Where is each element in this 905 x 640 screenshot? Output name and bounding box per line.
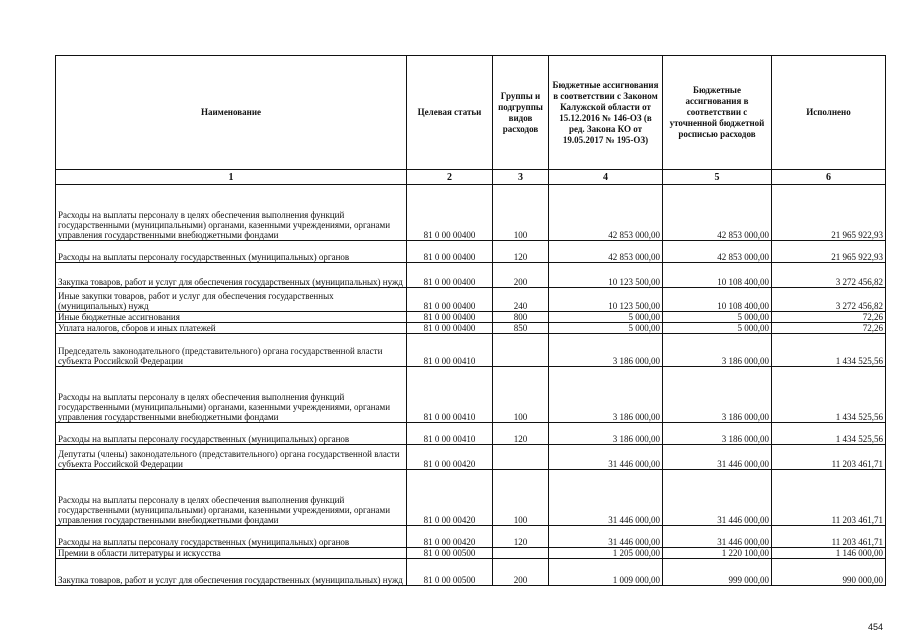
row-name: Уплата налогов, сборов и иных платежей [56,323,407,334]
table-row [56,470,886,526]
row-target: 81 0 00 00410 [407,367,493,423]
row-law: 3 186 000,00 [549,334,663,367]
row-law: 42 853 000,00 [549,241,663,263]
row-revised: 1 220 100,00 [663,548,772,559]
header-target: Целевая статьи [407,56,493,170]
row-group: 800 [493,312,549,323]
row-executed: 11 203 461,71 [772,526,886,548]
row-revised: 3 186 000,00 [663,423,772,445]
row-name: Иные закупки товаров, работ и услуг для обеспечения государственных (муниципальных) нужд [56,288,407,312]
row-name: Расходы на выплаты персоналу государственных (муниципальных) органов [56,241,407,263]
table-row [56,367,886,423]
table-row [56,548,886,559]
table-row [56,559,886,586]
header-revised: Бюджетные ассигнования в соответствии с уточненной бюджетной росписью расходов [663,56,772,170]
row-target: 81 0 00 00400 [407,312,493,323]
row-name: Расходы на выплаты персоналу государственных (муниципальных) органов [56,526,407,548]
row-law: 3 186 000,00 [549,423,663,445]
row-revised: 42 853 000,00 [663,185,772,241]
table-row [56,423,886,445]
column-number-row [56,170,886,185]
row-group: 200 [493,263,549,288]
row-revised: 10 108 400,00 [663,263,772,288]
row-revised: 999 000,00 [663,559,772,586]
row-target: 81 0 00 00420 [407,445,493,470]
row-name: Премии в области литературы и искусства [56,548,407,559]
row-target: 81 0 00 00500 [407,559,493,586]
table-row [56,323,886,334]
table-row [56,445,886,470]
row-target: 81 0 00 00420 [407,470,493,526]
row-target: 81 0 00 00400 [407,263,493,288]
row-law: 31 446 000,00 [549,470,663,526]
row-executed: 1 434 525,56 [772,334,886,367]
row-law: 42 853 000,00 [549,185,663,241]
row-revised: 31 446 000,00 [663,526,772,548]
table-row [56,334,886,367]
row-target: 81 0 00 00400 [407,185,493,241]
row-target: 81 0 00 00410 [407,423,493,445]
row-executed: 21 965 922,93 [772,241,886,263]
row-executed: 1 434 525,56 [772,423,886,445]
row-revised: 31 446 000,00 [663,470,772,526]
row-law: 31 446 000,00 [549,445,663,470]
row-target: 81 0 00 00400 [407,288,493,312]
table-row [56,241,886,263]
row-law: 10 123 500,00 [549,288,663,312]
header-name: Наименование [56,56,407,170]
column-number: 6 [772,170,886,185]
column-number: 4 [549,170,663,185]
row-revised: 5 000,00 [663,312,772,323]
header-executed: Исполнено [772,56,886,170]
row-revised: 5 000,00 [663,323,772,334]
row-law: 31 446 000,00 [549,526,663,548]
row-executed: 72,26 [772,323,886,334]
row-name: Иные бюджетные ассигнования [56,312,407,323]
row-executed: 3 272 456,82 [772,263,886,288]
row-name: Депутаты (члены) законодательного (представительного) органа государственной власти субъекта Российской Федерации [56,445,407,470]
row-name: Закупка товаров, работ и услуг для обеспечения государственных (муниципальных) нужд [56,559,407,586]
row-law: 3 186 000,00 [549,367,663,423]
row-executed: 3 272 456,82 [772,288,886,312]
table-body [56,185,886,586]
row-target: 81 0 00 00410 [407,334,493,367]
row-law: 5 000,00 [549,312,663,323]
row-law: 10 123 500,00 [549,263,663,288]
row-revised: 31 446 000,00 [663,445,772,470]
row-revised: 10 108 400,00 [663,288,772,312]
row-group: 100 [493,367,549,423]
row-revised: 42 853 000,00 [663,241,772,263]
row-name: Расходы на выплаты персоналу в целях обеспечения выполнения функций государственными (муниципальными) органами, казенными учреждениями, органами управления государственными внебюджетными фондами [56,185,407,241]
row-group: 120 [493,423,549,445]
row-executed: 990 000,00 [772,559,886,586]
row-law: 1 009 000,00 [549,559,663,586]
table-row [56,288,886,312]
row-group [493,445,549,470]
row-law: 5 000,00 [549,323,663,334]
row-name: Расходы на выплаты персоналу в целях обеспечения выполнения функций государственными (муниципальными) органами, казенными учреждениями, органами управления государственными внебюджетными фондами [56,470,407,526]
row-group: 120 [493,526,549,548]
column-number: 2 [407,170,493,185]
column-number: 5 [663,170,772,185]
row-group: 100 [493,470,549,526]
row-executed: 1 146 000,00 [772,548,886,559]
row-target: 81 0 00 00400 [407,323,493,334]
row-revised: 3 186 000,00 [663,367,772,423]
row-name: Председатель законодательного (представительного) органа государственной власти субъекта Российской Федерации [56,334,407,367]
row-group [493,548,549,559]
row-group: 240 [493,288,549,312]
row-group [493,334,549,367]
row-revised: 3 186 000,00 [663,334,772,367]
header-law: Бюджетные ассигнования в соответствии с Законом Калужской области от 15.12.2016 № 146-ОЗ (в ред. Закона КО от 19.05.2017 № 195-ОЗ) [549,56,663,170]
row-name: Расходы на выплаты персоналу государственных (муниципальных) органов [56,423,407,445]
budget-table [55,55,886,586]
row-target: 81 0 00 00420 [407,526,493,548]
column-number: 1 [56,170,407,185]
header-row [56,56,886,170]
row-target: 81 0 00 00400 [407,241,493,263]
row-target: 81 0 00 00500 [407,548,493,559]
table-row [56,185,886,241]
row-executed: 21 965 922,93 [772,185,886,241]
row-group: 120 [493,241,549,263]
row-law: 1 205 000,00 [549,548,663,559]
table-row [56,312,886,323]
row-name: Закупка товаров, работ и услуг для обеспечения государственных (муниципальных) нужд [56,263,407,288]
row-executed: 11 203 461,71 [772,445,886,470]
table-row [56,526,886,548]
row-executed: 1 434 525,56 [772,367,886,423]
row-executed: 72,26 [772,312,886,323]
row-executed: 11 203 461,71 [772,470,886,526]
header-groups: Группы и подгруппы видов расходов [493,56,549,170]
row-group: 100 [493,185,549,241]
table-row [56,263,886,288]
page-number: 454 [867,622,883,632]
column-number: 3 [493,170,549,185]
row-group: 850 [493,323,549,334]
row-name: Расходы на выплаты персоналу в целях обеспечения выполнения функций государственными (муниципальными) органами, казенными учреждениями, органами управления государственными внебюджетными фондами [56,367,407,423]
row-group: 200 [493,559,549,586]
